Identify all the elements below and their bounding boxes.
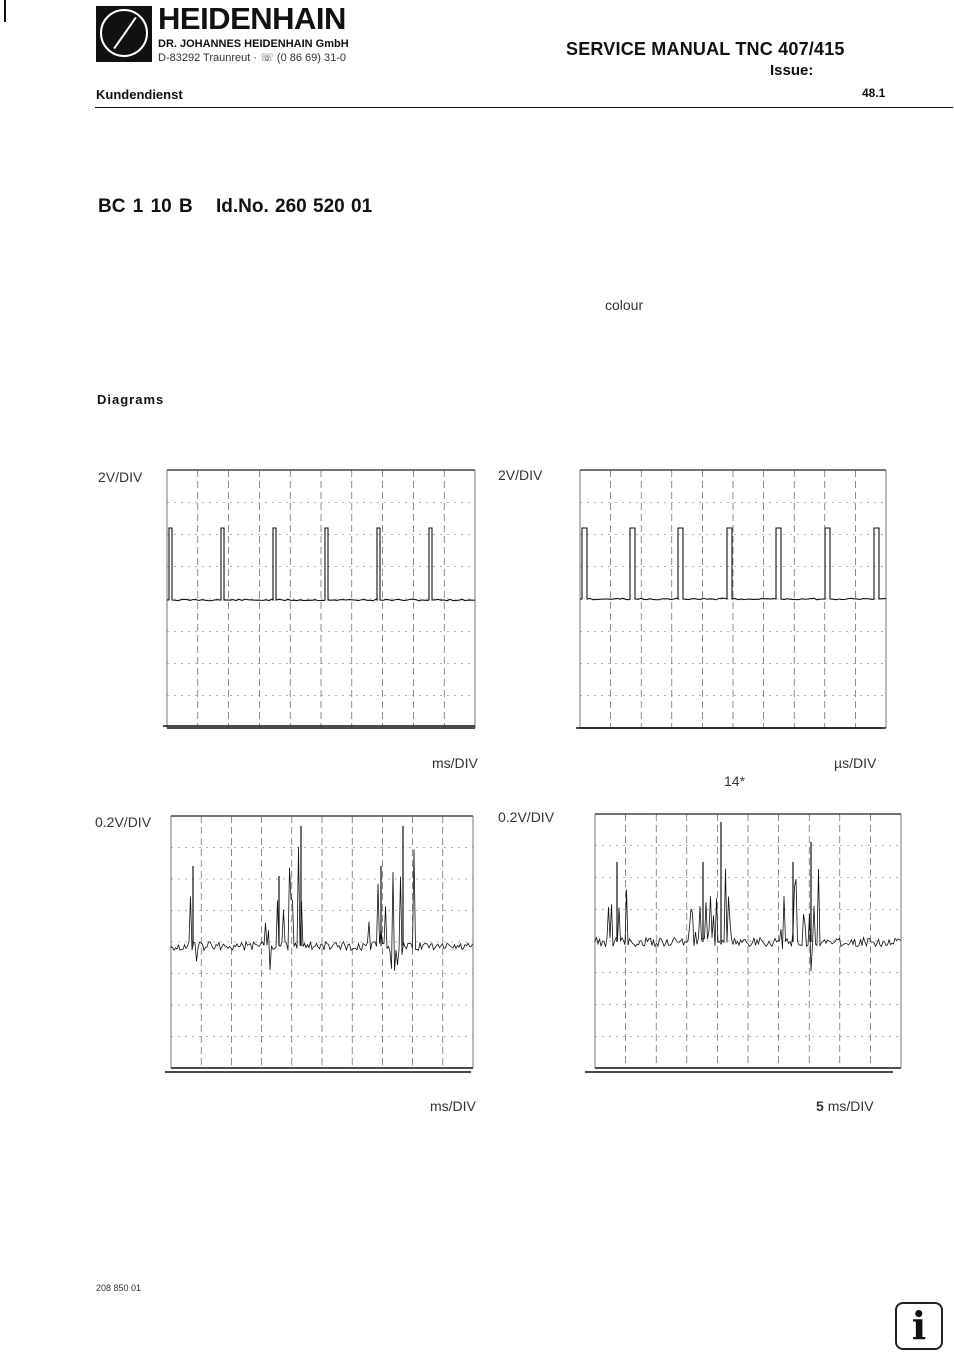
scope-3-x-scale: ms/DIV xyxy=(430,1098,476,1114)
scope-2-extra: 14* xyxy=(724,773,746,789)
issue-label: Issue: xyxy=(770,62,814,79)
scope-1-y-scale: 2V/DIV xyxy=(98,469,143,485)
scope-2-x-scale: µs/DIV xyxy=(834,755,877,771)
scope-3-trace xyxy=(165,812,479,1076)
document-title: SERVICE MANUAL TNC 407/415 xyxy=(566,39,845,59)
section-title: Diagrams xyxy=(97,392,165,407)
board-id-number: Id.No. 260 520 01 xyxy=(216,196,373,217)
scope-1-trace xyxy=(163,466,479,732)
page-number: 48.1 xyxy=(862,86,886,100)
footer-code: 208 850 01 xyxy=(96,1283,142,1293)
scope-1-x-scale: ms/DIV xyxy=(432,755,478,771)
scope-4-trace xyxy=(585,810,907,1078)
header-rule xyxy=(95,107,953,108)
scope-4-x-scale-unit: ms/DIV xyxy=(827,1098,874,1114)
scope-4-x-scale xyxy=(816,1097,874,1115)
colour-label: colour xyxy=(605,297,644,313)
company-address: D-83292 Traunreut · ☏ (0 86 69) 31-0 xyxy=(158,52,347,64)
company-name: DR. JOHANNES HEIDENHAIN GmbH xyxy=(158,38,349,50)
scope-4-x-scale-prefix: 5 xyxy=(816,1098,824,1114)
scope-2-y-scale: 2V/DIV xyxy=(498,467,543,483)
brand-name: HEIDENHAIN xyxy=(158,1,346,36)
margin-mark xyxy=(4,0,6,22)
scope-2-trace xyxy=(576,466,890,732)
department-label: Kundendienst xyxy=(96,87,183,102)
board-name: BC 1 10 B xyxy=(98,196,193,217)
scope-3-y-scale: 0.2V/DIV xyxy=(95,814,152,830)
scope-4-y-scale: 0.2V/DIV xyxy=(498,809,555,825)
info-icon-glyph: i xyxy=(911,1303,927,1348)
